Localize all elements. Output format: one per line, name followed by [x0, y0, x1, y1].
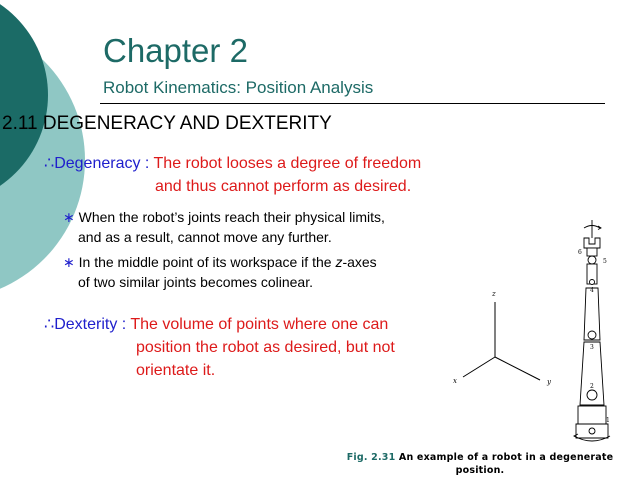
degeneracy-point-1: [63, 207, 385, 247]
point-1-line-1: When the robot’s joints reach their physical limits,: [78, 209, 385, 225]
title-divider: [100, 103, 605, 104]
dexterity-definition-2: position the robot as desired, but not: [136, 339, 395, 356]
point-2-line-1-start: In the middle point of its workspace if the: [78, 254, 336, 270]
figure-caption-line-2: position.: [455, 465, 505, 476]
figure-caption-label: Fig. 2.31: [346, 452, 396, 463]
joint-label-3: 3: [590, 344, 594, 351]
asterisk-marker: ∗: [63, 209, 75, 225]
dexterity-term: Dexterity: [54, 316, 118, 333]
joint-label-2: 2: [590, 383, 594, 390]
axis-x-label: x: [453, 377, 457, 385]
chapter-subtitle: Robot Kinematics: Position Analysis: [103, 78, 374, 97]
point-2-line-2: of two similar joints becomes colinear.: [78, 274, 313, 290]
therefore-marker: ∴: [44, 316, 55, 333]
axis-y-label: y: [547, 378, 551, 386]
axis-z-label: z: [492, 290, 496, 298]
point-1-line-2: and as a result, cannot move any further.: [78, 229, 332, 245]
dexterity-definition-1: The volume of points where one can: [130, 316, 389, 333]
dexterity-definition-3: orientate it.: [136, 362, 216, 379]
figure-caption-line-1: An example of a robot in a degenerate: [398, 452, 614, 463]
joint-label-5: 5: [603, 258, 607, 265]
joint-label-1: 1: [606, 417, 610, 424]
figure-caption: [340, 451, 620, 477]
therefore-marker: ∴: [44, 155, 55, 172]
asterisk-marker: ∗: [63, 254, 75, 270]
joint-label-4: 4: [590, 287, 594, 294]
degeneracy-definition-1: The robot looses a degree of freedom: [153, 155, 422, 172]
degeneracy-point-2: [63, 252, 377, 292]
coordinate-axes: [463, 302, 540, 380]
robot-degenerate-figure: [440, 210, 630, 450]
section-heading: 2.11 DEGENERACY AND DEXTERITY: [2, 113, 332, 134]
point-2-z-italic: z: [335, 254, 343, 270]
joint-label-6: 6: [578, 249, 582, 256]
dexterity-bullet: [44, 313, 395, 382]
degeneracy-bullet: [44, 152, 421, 198]
chapter-title: Chapter 2: [103, 32, 248, 69]
degeneracy-term: Degeneracy: [54, 155, 141, 172]
degeneracy-definition-2: and thus cannot perform as desired.: [155, 178, 412, 195]
dexterity-colon: :: [117, 316, 131, 333]
degeneracy-line-1: [44, 152, 421, 175]
degeneracy-colon: :: [140, 155, 154, 172]
point-2-line-1-end: -axes: [342, 254, 377, 270]
